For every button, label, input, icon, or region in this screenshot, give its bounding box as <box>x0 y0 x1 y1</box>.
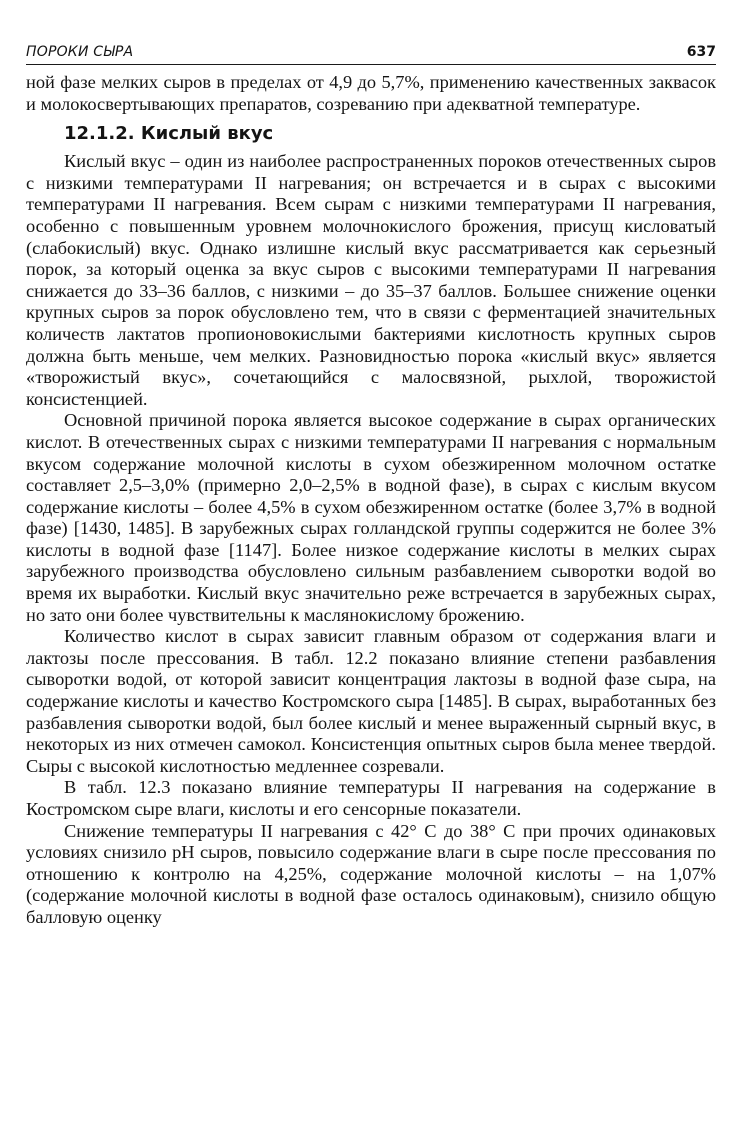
paragraph-continuation: ной фазе мелких сыров в пределах от 4,9 до 5,7%, применению качественных заквасок и молокосвертывающих препаратов, созреванию при адекватной температуре. <box>26 72 716 114</box>
body-text <box>26 72 716 929</box>
paragraph-5: Снижение температуры II нагревания с 42° С до 38° С при прочих одинаковых условиях снизило pH сыров, повысило содержание влаги в сыре после прессования по отношению к контролю на 4,25%, содержание молочной кислоты – на 1,07% (содержание молочной кислоты в водной фазе осталось одинаковым), снизило общую балловую оценку <box>26 820 717 927</box>
running-header <box>26 38 716 65</box>
paragraph-2: Основной причиной порока является высокое содержание в сырах органических кислот. В отечественных сырах с низкими температурами II нагревания с нормальным вкусом содержание молочной кислоты в сухом обезжиренном молочном остатке составляет 2,5–3,0% (примерно 2,0–2,5% в водной фазе), в сырах с кислым вкусом содержание кислоты – более 4,5% в сухом обезжиренном остатке (более 3,7% в водной фазе) [1430, 1485]. В зарубежных сырах голландской группы содержится не более 3% кислоты в водной фазе [1147]. Более низкое содержание кислоты в мелких сырах зарубежного производства обусловлено сильным разбавлением сыворотки водой во время их выработки. Кислый вкус значительно реже встречается в зарубежных сырах, но зато они более чувствительны к маслянокислому брожению. <box>26 410 716 625</box>
paragraph-4: В табл. 12.3 показано влияние температуры II нагревания на содержание в Костромском сыре влаги, кислоты и его сенсорные показатели. <box>26 777 716 819</box>
paragraph-3: Количество кислот в сырах зависит главным образом от содержания влаги и лактозы после прессования. В табл. 12.2 показано влияние степени разбавления сыворотки водой, от которой зависит концентрация лактозы в водной фазе сыра, на содержание кислоты и качество Костромского сыра [1485]. В сырах, выработанных без разбавления сыворотки водой, был более кислый и менее выраженный сырный вкус, в некоторых из них отмечен самокол. Консистенция опытных сыров была менее твердой. Сыры с высокой кислотностью медленнее созревали. <box>26 626 716 776</box>
section-heading: 12.1.2. Кислый вкус <box>64 123 274 145</box>
paragraph-1: Кислый вкус – один из наиболее распространенных пороков отечественных сыров с низкими температурами II нагревания; он встречается и в сырах с высокими температурами II нагревания. Всем сырам с низкими температурами II нагревания, особенно с повышенным уровнем молочнокислого брожения, присущ кисловатый (слабокислый) вкус. Однако излишне кислый вкус рассматривается как серьезный порок, за который оценка за вкус сыров с высокими температурами II нагревания снижается до 33–36 баллов, с низкими – до 35–37 баллов. Большее снижение оценки крупных сыров за порок обусловлено тем, что в связи с ферментацией значительных количеств лактатов пропионовокислыми бактериями кислотность крупных сыров должна быть меньше, чем мелких. Разновидностью порока «кислый вкус» является «творожистый вкус», сочетающийся с малосвязной, рыхлой, творожистой консистенцией. <box>26 151 716 409</box>
page-number: 637 <box>686 44 716 60</box>
running-title: ПОРОКИ СЫРА <box>26 44 134 60</box>
